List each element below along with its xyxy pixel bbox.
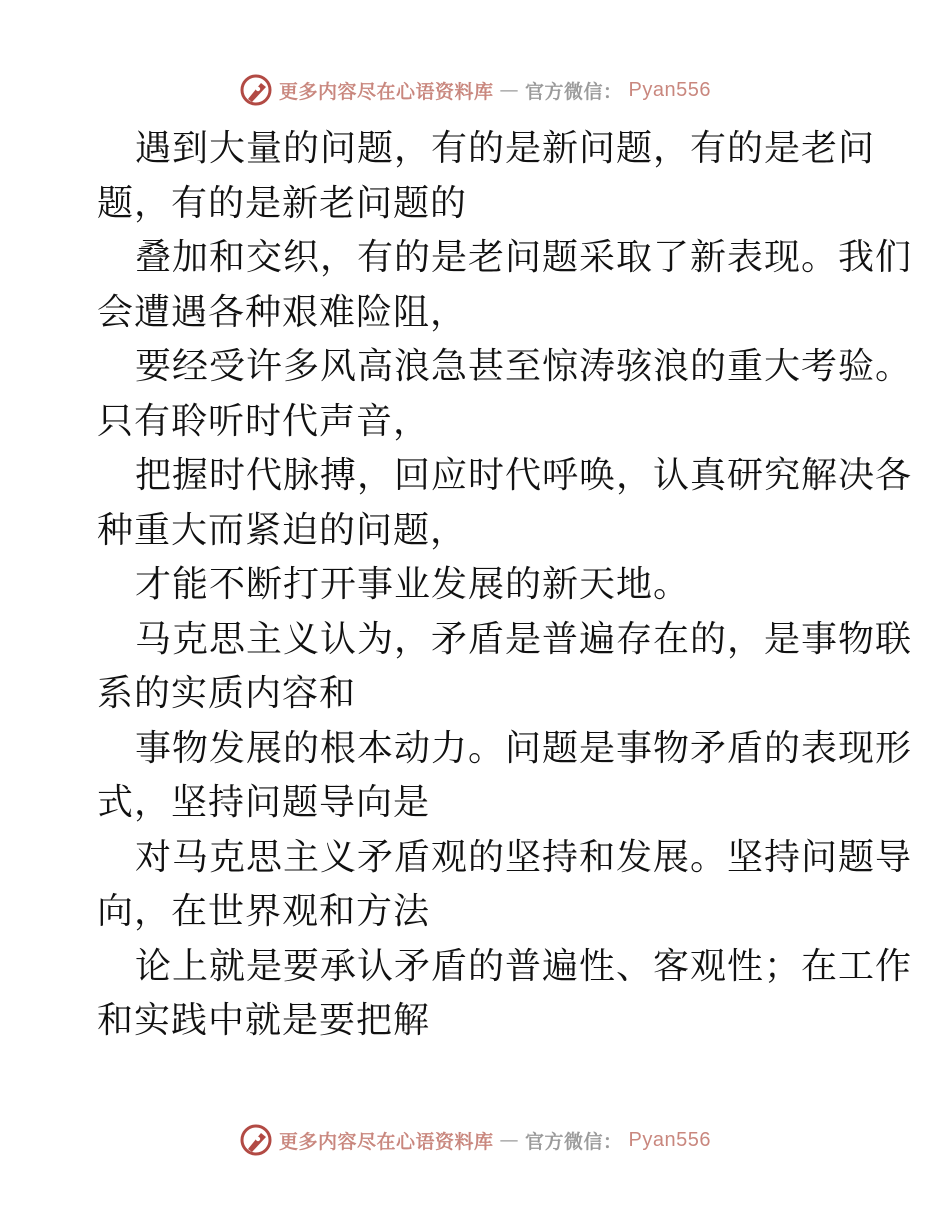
footer-watermark — [0, 1120, 950, 1160]
text-line: 系的实质内容和 — [97, 673, 357, 714]
watermark-brand: 更多内容尽在心语资料库 — [279, 1130, 494, 1153]
pen-nib-logo-icon — [239, 73, 273, 107]
text-line: 题，有的是新老问题的 — [97, 182, 468, 224]
pen-nib-logo-icon — [239, 1123, 273, 1157]
text-line: 事物发展的根本动力。问题是事物矛盾的表现形 — [135, 727, 913, 769]
text-line: 种重大而紧迫的问题， — [97, 509, 468, 551]
text-line: 叠加和交织，有的是老问题采取了新表现。我们 — [135, 237, 913, 278]
text-line: 遇到大量的问题，有的是新问题，有的是老问 — [135, 128, 876, 169]
watermark-dash: — — [499, 79, 520, 101]
text-line: 会遭遇各种艰难险阻， — [97, 291, 468, 333]
text-line: 马克思主义认为，矛盾是普遍存在的，是事物联 — [135, 618, 913, 660]
watermark-label: 官方微信： — [525, 1130, 623, 1153]
text-line: 只有聆听时代声音， — [97, 400, 431, 442]
watermark-wechat-id: Pyan556 — [628, 1128, 711, 1151]
text-line: 向，在世界观和方法 — [97, 891, 431, 932]
text-line: 对马克思主义矛盾观的坚持和发展。坚持问题导 — [135, 836, 913, 878]
document-body — [97, 122, 913, 1049]
text-line: 把握时代脉搏，回应时代呼唤，认真研究解决各 — [135, 455, 913, 496]
text-line: 才能不断打开事业发展的新天地。 — [135, 564, 691, 605]
text-line: 论上就是要承认矛盾的普遍性、客观性；在工作 — [135, 945, 913, 987]
watermark-wechat-id: Pyan556 — [628, 78, 711, 101]
watermark-brand: 更多内容尽在心语资料库 — [279, 80, 494, 103]
header-watermark — [0, 70, 950, 110]
text-line: 和实践中就是要把解 — [97, 1000, 431, 1041]
watermark-label: 官方微信： — [525, 80, 623, 103]
text-line: 要经受许多风高浪急甚至惊涛骇浪的重大考验。 — [135, 346, 913, 387]
text-line: 式，坚持问题导向是 — [97, 782, 431, 823]
watermark-dash: — — [499, 1129, 520, 1151]
